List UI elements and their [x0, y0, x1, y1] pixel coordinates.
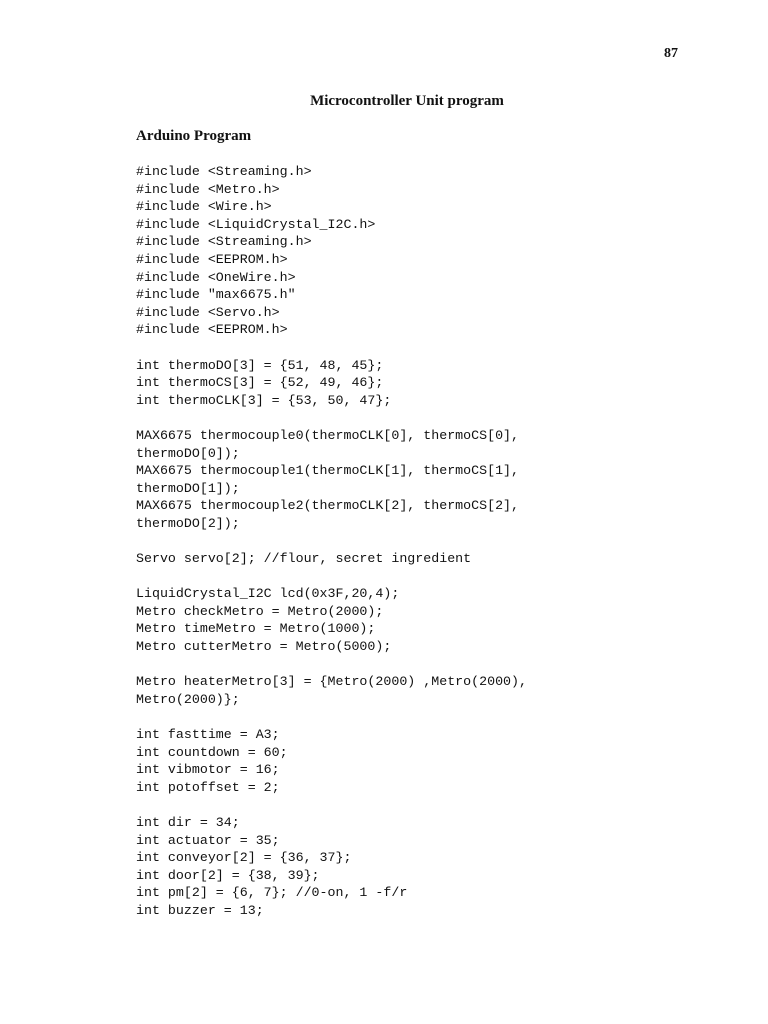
code-line: MAX6675 thermocouple0(thermoCLK[0], thermoCS[0], — [136, 427, 520, 443]
code-line: int actuator = 35; — [136, 832, 280, 848]
code-line — [136, 708, 736, 726]
code-line: int thermoCLK[3] = {53, 50, 47}; — [136, 392, 392, 408]
code-line: #include <Servo.h> — [136, 304, 280, 320]
code-line: thermoDO[0]); — [136, 445, 240, 461]
page-title: Microcontroller Unit program — [310, 93, 504, 109]
code-line: #include "max6675.h" — [136, 287, 296, 303]
code-line — [136, 409, 736, 427]
code-line: #include <LiquidCrystal_I2C.h> — [136, 216, 376, 232]
code-line: Metro checkMetro = Metro(2000); — [136, 603, 384, 619]
code-line — [136, 656, 736, 674]
code-line: int vibmotor = 16; — [136, 762, 280, 778]
code-line: int thermoCS[3] = {52, 49, 46}; — [136, 375, 384, 391]
code-line: thermoDO[2]); — [136, 515, 240, 531]
code-line — [136, 796, 736, 814]
code-line: Metro cutterMetro = Metro(5000); — [136, 639, 392, 655]
section-title: Arduino Program — [136, 128, 252, 144]
code-line: int potoffset = 2; — [136, 779, 280, 795]
code-line: #include <OneWire.h> — [136, 269, 296, 285]
code-line: #include <Streaming.h> — [136, 234, 312, 250]
code-line: #include <EEPROM.h> — [136, 322, 288, 338]
code-line: LiquidCrystal_I2C lcd(0x3F,20,4); — [136, 586, 400, 602]
code-line: int conveyor[2] = {36, 37}; — [136, 850, 352, 866]
code-line: int buzzer = 13; — [136, 902, 264, 918]
code-line: int fasttime = A3; — [136, 727, 280, 742]
code-line: #include <Streaming.h> — [136, 164, 312, 179]
code-block — [136, 163, 736, 920]
code-line: #include <Wire.h> — [136, 199, 272, 215]
code-line: Metro(2000)}; — [136, 691, 240, 707]
code-line: MAX6675 thermocouple1(thermoCLK[1], thermoCS[1], — [136, 463, 520, 479]
code-line: int pm[2] = {6, 7}; //0-on, 1 -f/r — [136, 885, 408, 901]
code-line: thermoDO[1]); — [136, 480, 240, 496]
code-line — [136, 568, 736, 586]
code-line: int dir = 34; — [136, 814, 240, 830]
code-line — [136, 532, 736, 550]
code-line: MAX6675 thermocouple2(thermoCLK[2], thermoCS[2], — [136, 498, 520, 514]
code-line: #include <Metro.h> — [136, 181, 280, 197]
code-line: Servo servo[2]; //flour, secret ingredient — [136, 551, 472, 567]
code-line: int thermoDO[3] = {51, 48, 45}; — [136, 357, 384, 373]
page-number: 87 — [664, 46, 678, 61]
code-line: Metro heaterMetro[3] = {Metro(2000) ,Metro(2000), — [136, 674, 527, 690]
code-line: int door[2] = {38, 39}; — [136, 867, 320, 883]
code-line: Metro timeMetro = Metro(1000); — [136, 621, 376, 637]
code-line: #include <EEPROM.h> — [136, 251, 288, 267]
code-line — [136, 339, 736, 357]
code-line: int countdown = 60; — [136, 744, 288, 760]
